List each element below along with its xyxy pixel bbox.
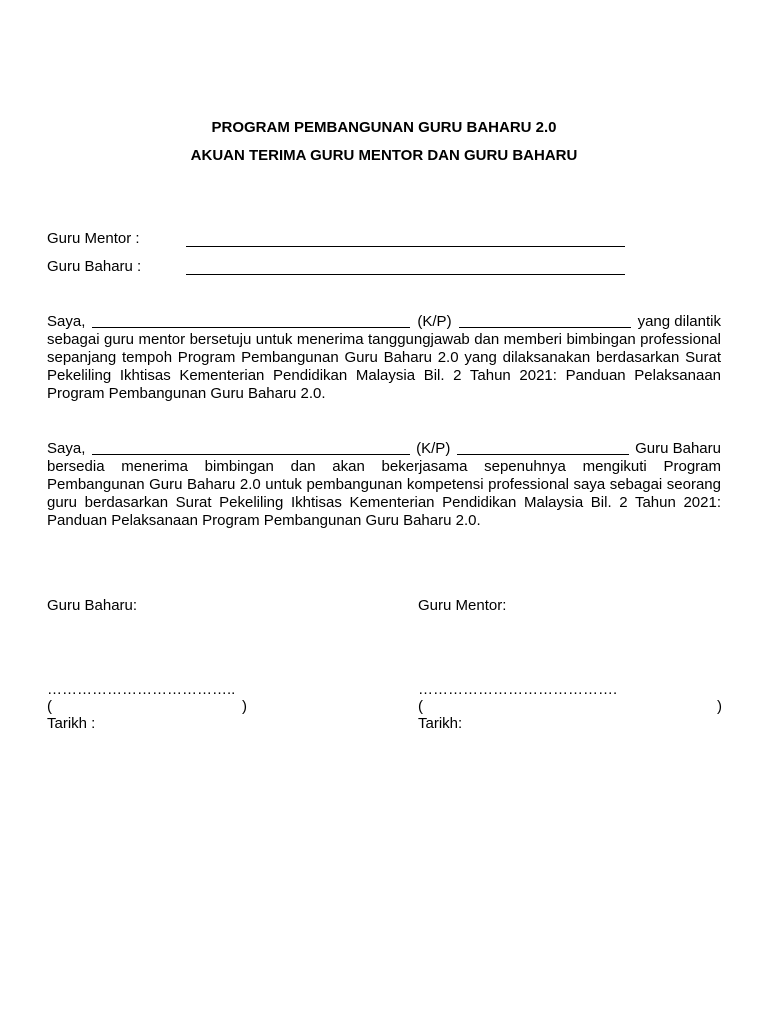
baharu-paren-open: ( <box>47 698 52 715</box>
baharu-name-blank[interactable] <box>186 258 625 275</box>
mentor-saya-text: Saya, <box>47 313 86 330</box>
mentor-field-label: Guru Mentor : <box>47 230 140 247</box>
mentor-paren-open: ( <box>418 698 423 715</box>
baharu-field-label: Guru Baharu : <box>47 258 142 275</box>
baharu-kp-text: (K/P) <box>416 440 451 457</box>
baharu-field-row <box>47 258 647 276</box>
mentor-tail-text: yang dilantik <box>637 313 721 330</box>
baharu-signature-label: Guru Baharu: <box>47 597 138 614</box>
mentor-name-blank[interactable] <box>186 230 625 247</box>
baharu-name-parentheses <box>47 698 247 716</box>
baharu-declaration-body: bersedia menerima bimbingan dan akan bekerjasama sepenuhnya mengikuti Program Pembangunan Guru Baharu 2.0 untuk pembangunan kompetensi professional saya sebagai seorang guru berdasarkan Surat Pekeliling Ikhtisas Kementerian Pendidikan Malaysia Bil. 2 Tahun 2021: Panduan Pelaksanaan Program Pembangunan Guru Baharu 2.0. <box>47 458 721 529</box>
baharu-signature-line[interactable]: ……………………………….. <box>47 681 236 698</box>
baharu-date-label: Tarikh : <box>47 715 96 732</box>
mentor-signature-label: Guru Mentor: <box>418 597 507 614</box>
mentor-name-parentheses <box>418 698 722 716</box>
mentor-declaration-body: sebagai guru mentor bersetuju untuk menerima tanggungjawab dan memberi bimbingan professional sepanjang tempoh Program Pembangunan Guru Baharu 2.0 yang dilaksanakan berdasarkan Surat Pekeliling Ikhtisas Kementerian Pendidikan Malaysia Bil. 2 Tahun 2021: Panduan Pelaksanaan Program Pembangunan Guru Baharu 2.0. <box>47 331 721 402</box>
document-title: PROGRAM PEMBANGUNAN GURU BAHARU 2.0 <box>211 119 557 136</box>
mentor-signature-line[interactable]: …………………………………. <box>418 681 618 698</box>
document-subtitle: AKUAN TERIMA GURU MENTOR DAN GURU BAHARU <box>190 147 578 164</box>
mentor-kp-text: (K/P) <box>417 313 452 330</box>
baharu-saya-text: Saya, <box>47 440 86 457</box>
baharu-paren-close: ) <box>242 698 247 715</box>
baharu-declaration-name-blank[interactable] <box>92 440 410 455</box>
mentor-declaration-paragraph <box>47 313 721 403</box>
baharu-declaration-kp-blank[interactable] <box>457 440 629 455</box>
mentor-declaration-name-blank[interactable] <box>92 313 410 328</box>
mentor-declaration-kp-blank[interactable] <box>459 313 631 328</box>
baharu-declaration-first-line <box>47 440 721 458</box>
mentor-declaration-first-line <box>47 313 721 331</box>
baharu-declaration-paragraph <box>47 440 721 530</box>
mentor-paren-close: ) <box>717 698 722 715</box>
mentor-field-row <box>47 230 647 248</box>
mentor-date-label: Tarikh: <box>418 715 463 732</box>
baharu-tail-text: Guru Baharu <box>635 440 721 457</box>
